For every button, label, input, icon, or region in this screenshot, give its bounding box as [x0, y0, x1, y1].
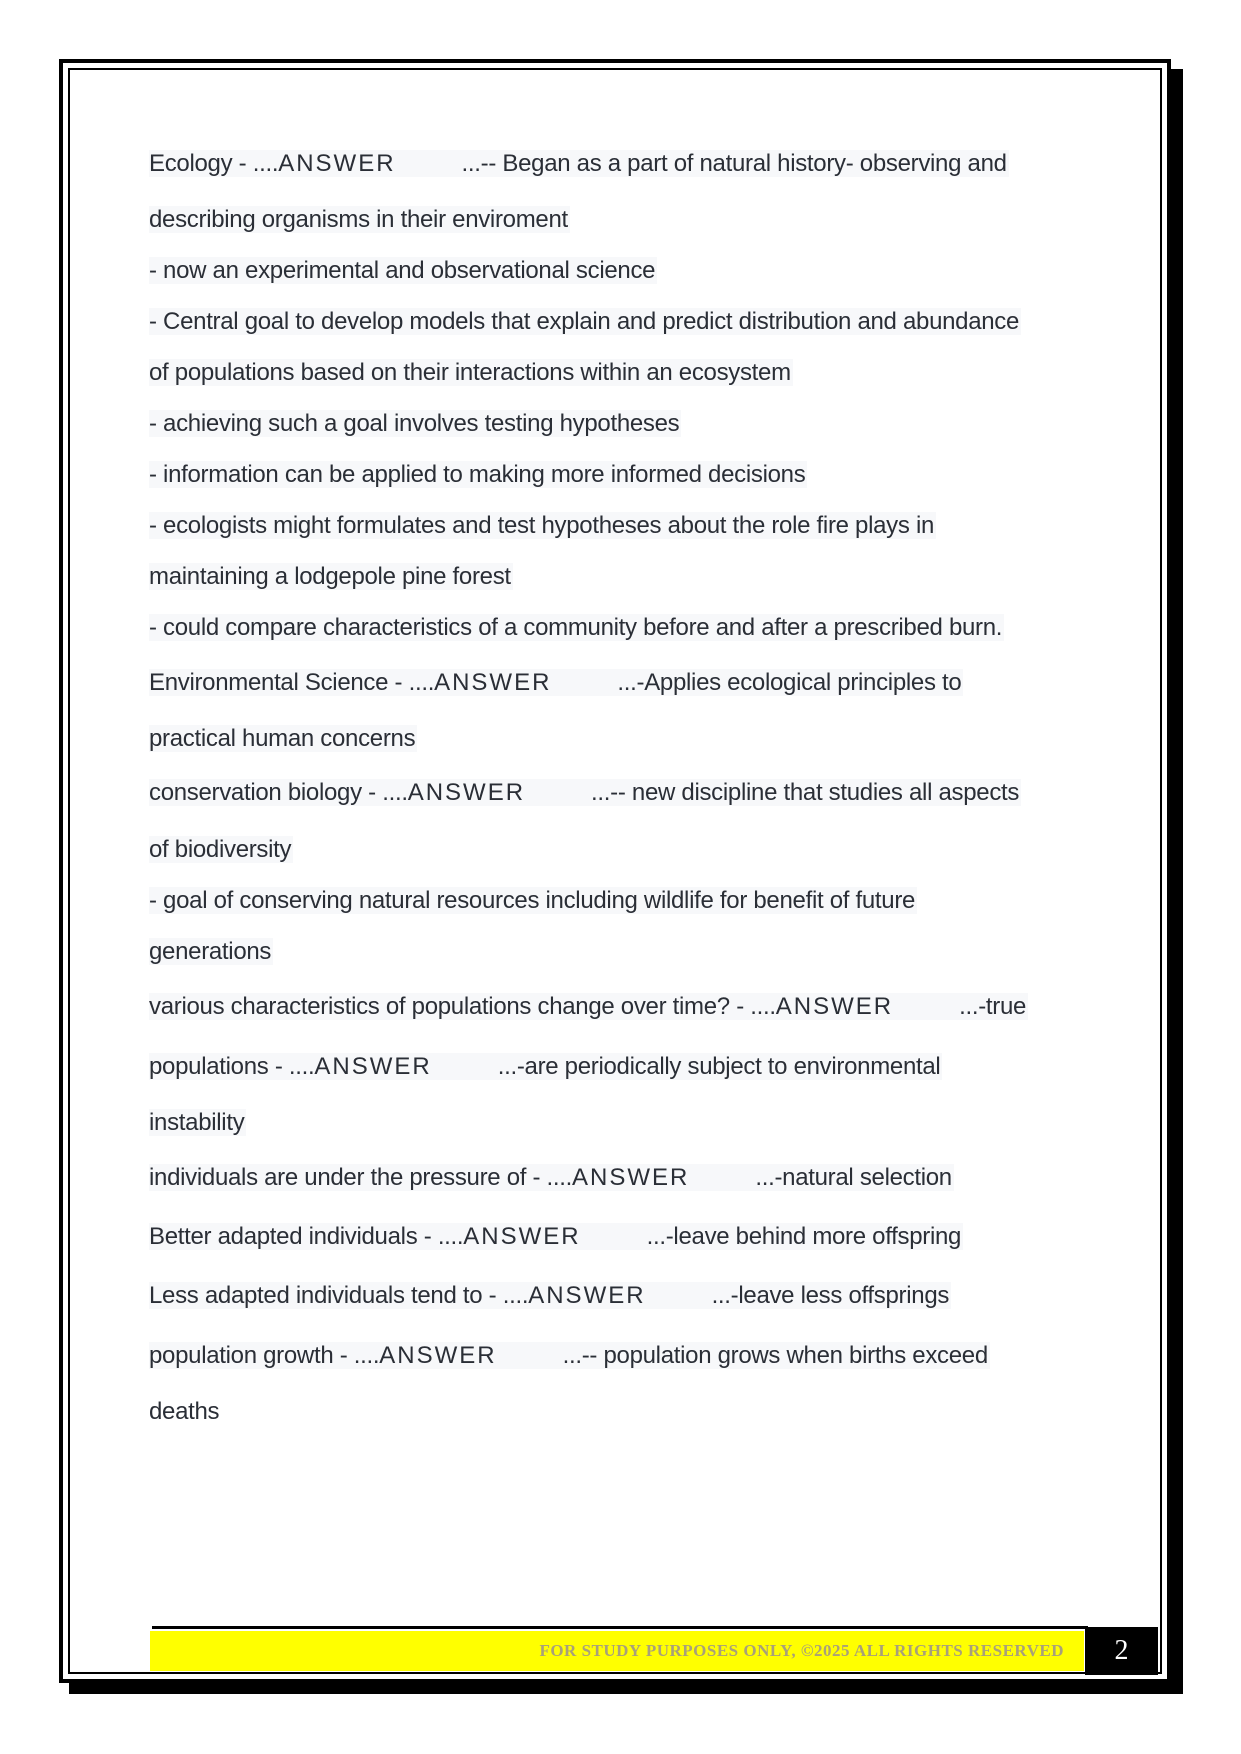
text-line: Ecology - ....ANSWER ...-- Began as a part of natural history- observing and [149, 150, 1007, 177]
text-line: - goal of conserving natural resources including wildlife for benefit of future [149, 887, 916, 914]
text-line: - could compare characteristics of a community before and after a prescribed burn. [149, 614, 1003, 641]
text-line: - information can be applied to making more informed decisions [149, 461, 806, 488]
text-line: describing organisms in their enviroment [149, 206, 568, 233]
text-line: populations - ....ANSWER ...-are periodically subject to environmental [149, 1053, 941, 1080]
page-number-label: 2 [1114, 1635, 1129, 1666]
page-frame [59, 59, 1171, 1683]
page-number [1085, 1627, 1158, 1675]
text-line: individuals are under the pressure of - ....ANSWER ...-natural selection [149, 1164, 952, 1191]
text-line: Less adapted individuals tend to - ....ANSWER ...-leave less offsprings [149, 1282, 950, 1309]
footer-rule [152, 1626, 1088, 1629]
text-line: Better adapted individuals - ....ANSWER ...-leave behind more offspring [149, 1223, 962, 1250]
text-line: of populations based on their interactions within an ecosystem [149, 359, 791, 386]
text-line: - ecologists might formulates and test hypotheses about the role fire plays in [149, 512, 935, 539]
text-line: - achieving such a goal involves testing hypotheses [149, 410, 680, 437]
text-line: Environmental Science - ....ANSWER ...-Applies ecological principles to [149, 669, 962, 696]
text-line: deaths [149, 1398, 220, 1425]
text-line: practical human concerns [149, 725, 416, 752]
text-line: generations [149, 938, 272, 965]
text-line: population growth - ....ANSWER ...-- population grows when births exceed [149, 1342, 988, 1369]
text-line: conservation biology - ....ANSWER ...-- new discipline that studies all aspects [149, 779, 1020, 806]
text-line: of biodiversity [149, 836, 292, 863]
text-line: instability [149, 1109, 245, 1136]
text-line: - now an experimental and observational science [149, 257, 656, 284]
footer-band [150, 1631, 1084, 1671]
text-line: various characteristics of populations change over time? - ....ANSWER ...-true [149, 993, 1027, 1020]
footer-copyright: FOR STUDY PURPOSES ONLY, ©2025 ALL RIGHTS RESERVED [539, 1641, 1064, 1660]
text-line: maintaining a lodgepole pine forest [149, 563, 511, 590]
text-line: - Central goal to develop models that explain and predict distribution and abundance [149, 308, 1020, 335]
